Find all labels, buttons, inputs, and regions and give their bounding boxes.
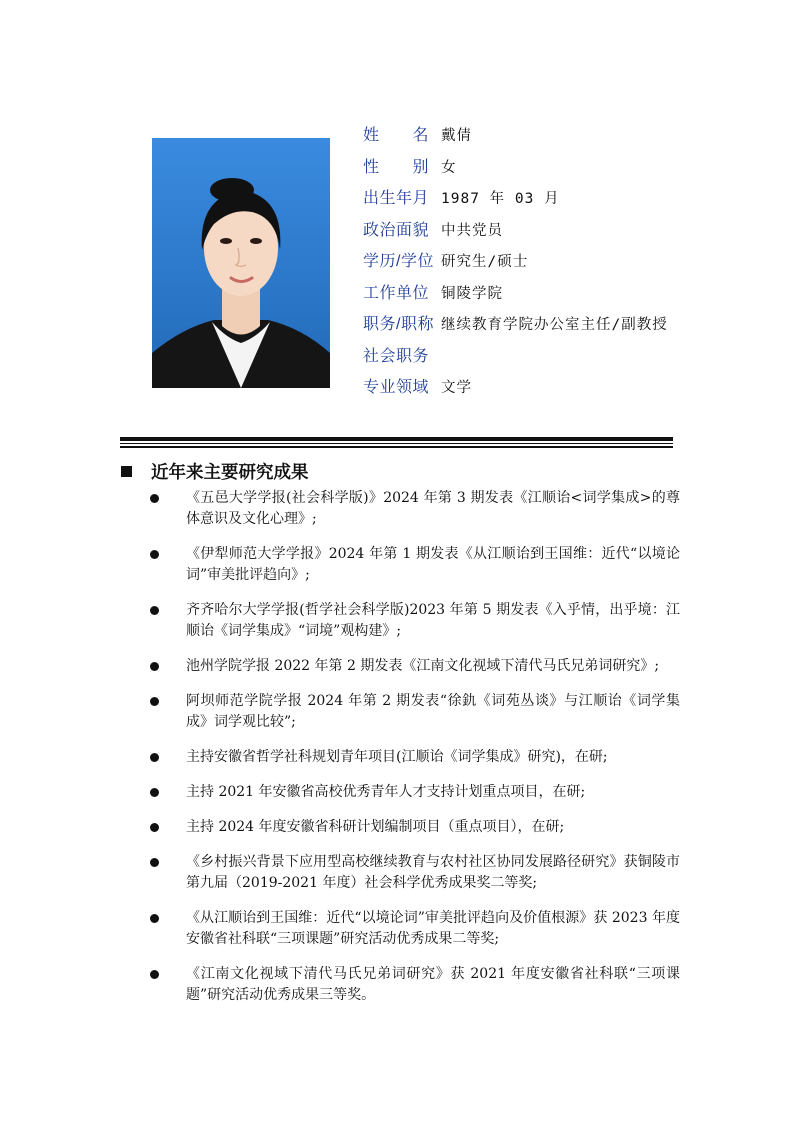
- profile-row-gender: [363, 152, 783, 184]
- section-heading-text: 近年来主要研究成果: [151, 462, 309, 482]
- list-item-text: 《伊犁师范大学学报》2024 年第 1 期发表《从江顺诒到王国维：近代“以境论词”审美批评趋向》;: [186, 546, 680, 583]
- profile-value-position: 继续教育学院办公室主任/副教授: [441, 317, 668, 333]
- list-item-text: 池州学院学报 2022 年第 2 期发表《江南文化视域下清代马氏兄弟词研究》;: [186, 658, 660, 674]
- list-item: [150, 488, 680, 530]
- profile-value-gender: 女: [441, 159, 457, 176]
- profile-label-gender: 性 别: [363, 158, 430, 176]
- profile-label-political: 政治面貌: [363, 221, 430, 239]
- bullet-dot-icon: [150, 697, 159, 706]
- list-item-text: 主持 2024 年度安徽省科研计划编制项目（重点项目），在研;: [186, 819, 565, 835]
- list-item-text: 《乡村振兴背景下应用型高校继续教育与农村社区协同发展路径研究》获铜陵市第九届（2019-2021 年度）社会科学优秀成果奖二等奖;: [186, 854, 680, 891]
- profile-row-position: [363, 309, 783, 341]
- bullet-dot-icon: [150, 970, 159, 979]
- profile-value-degree: 研究生/硕士: [441, 254, 529, 270]
- profile-row-employer: [363, 278, 783, 310]
- list-item: [150, 782, 680, 803]
- profile-value-employer: 铜陵学院: [441, 285, 503, 302]
- profile-row-field: [363, 372, 783, 404]
- profile-info: [363, 120, 783, 404]
- bullet-dot-icon: [150, 914, 159, 923]
- list-item: [150, 964, 680, 1006]
- profile-row-degree: [363, 246, 783, 278]
- profile-label-name: 姓 名: [363, 127, 430, 144]
- profile-row-political: [363, 215, 783, 247]
- list-item: [150, 656, 680, 677]
- profile-row-name: [363, 120, 783, 152]
- divider-thick-line: [120, 437, 673, 441]
- list-item: [150, 600, 680, 642]
- profile-label-degree: 学历/学位: [363, 253, 434, 270]
- square-bullet-icon: [121, 466, 132, 477]
- bullet-dot-icon: [150, 550, 159, 559]
- section-divider: [120, 437, 673, 450]
- bullet-dot-icon: [150, 662, 159, 671]
- profile-label-birth: 出生年月: [363, 190, 430, 207]
- bullet-dot-icon: [150, 494, 159, 503]
- profile-value-field: 文学: [441, 380, 472, 396]
- list-item: [150, 691, 680, 733]
- list-item-text: 阿坝师范学院学报 2024 年第 2 期发表“徐釚《词苑丛谈》与江顺诒《词学集成》词学观比较”;: [186, 693, 680, 730]
- divider-thin-line: [120, 446, 673, 447]
- profile-photo: [152, 138, 330, 388]
- list-item-text: 《五邑大学学报(社会科学版)》2024 年第 3 期发表《江顺诒<词学集成>的尊体意识及文化心理》;: [186, 490, 680, 527]
- bullet-dot-icon: [150, 823, 159, 832]
- profile-label-social-role: 社会职务: [363, 347, 430, 365]
- list-item-text: 主持安徽省哲学社科规划青年项目(江顺诒《词学集成》研究)，在研;: [186, 749, 608, 765]
- achievement-list: [150, 488, 680, 1006]
- profile-row-birth: [363, 183, 783, 215]
- bullet-dot-icon: [150, 753, 159, 762]
- list-item-text: 主持 2021 年安徽省高校优秀青年人才支持计划重点项目，在研;: [186, 784, 586, 800]
- profile-row-social-role: [363, 341, 783, 373]
- list-item-text: 齐齐哈尔大学学报(哲学社会科学版)2023 年第 5 期发表《入乎情，出乎境：江顺诒《词学集成》“词境”观构建》;: [186, 602, 680, 639]
- bullet-dot-icon: [150, 788, 159, 797]
- section-heading: [121, 459, 309, 484]
- profile-value-birth: 1987 年 03 月: [441, 191, 560, 207]
- list-item: [150, 908, 680, 950]
- list-item: [150, 852, 680, 894]
- profile-label-employer: 工作单位: [363, 284, 430, 302]
- bullet-dot-icon: [150, 858, 159, 867]
- divider-thin-line: [120, 443, 673, 444]
- list-item-text: 《从江顺诒到王国维：近代“以境论词”审美批评趋向及价值根源》获 2023 年度安徽省社科联“三项课题”研究活动优秀成果二等奖;: [186, 910, 680, 947]
- list-item: [150, 544, 680, 586]
- list-item: [150, 747, 680, 768]
- bullet-dot-icon: [150, 606, 159, 615]
- profile-value-political: 中共党员: [441, 222, 503, 239]
- list-item: [150, 817, 680, 838]
- profile-value-name: 戴倩: [441, 128, 472, 144]
- list-item-text: 《江南文化视域下清代马氏兄弟词研究》获 2021 年度安徽省社科联“三项课题”研究活动优秀成果三等奖。: [186, 966, 680, 1003]
- profile-label-position: 职务/职称: [363, 316, 434, 333]
- profile-label-field: 专业领域: [363, 379, 430, 396]
